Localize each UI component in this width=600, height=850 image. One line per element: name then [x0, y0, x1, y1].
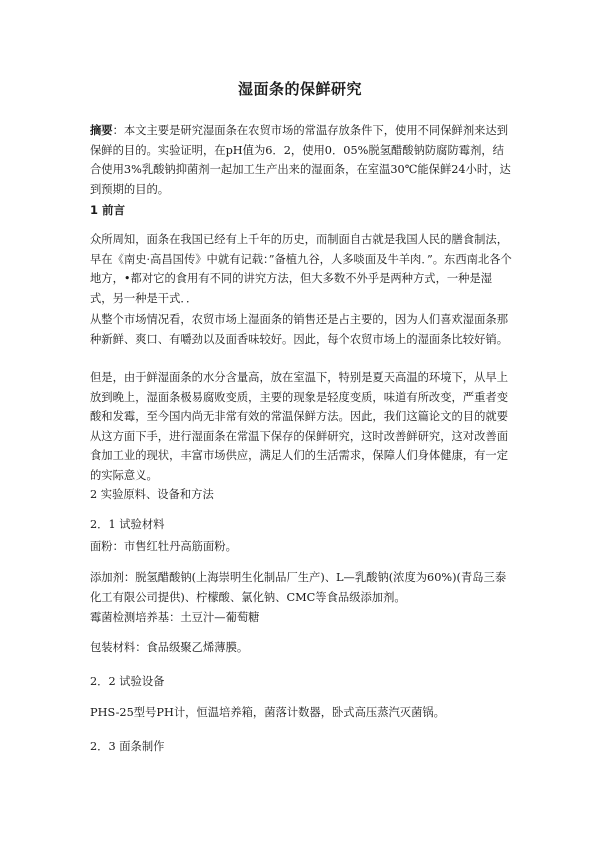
equipment-list: PHS-25型号PH计，恒温培养箱，菌落计数器，卧式高压蒸汽灭菌锅。 — [90, 706, 445, 719]
abstract-paragraph — [90, 121, 512, 199]
abstract-text: ：本文主要是研究湿面条在农贸市场的常温存放条件下，使用不同保鲜剂来达到保鲜的目的。实验证明，在pH值为6．2，使用0．05%脱氢醋酸钠防腐防霉剂，结合使用3%乳酸钠抑菌剂一起加工生产出来的湿面条，在室温30℃能保鲜24小时，达到预期的目的。 — [90, 124, 511, 196]
materials-packaging: 包装材料：食品级聚乙烯薄膜。 — [90, 641, 249, 654]
section-2-3-heading: 2．3 面条制作 — [90, 740, 165, 753]
materials-culture-medium: 霉菌检测培养基：土豆汁—葡萄糖 — [90, 611, 260, 624]
materials-flour: 面粉：市售红牡丹高筋面粉。 — [90, 540, 237, 553]
intro-paragraph-1: 众所周知，面条在我国已经有上千年的历史，而制面自古就是我国人民的膳食制法，早在《南史·高昌国传》中就有记载：”备植九谷，人多啖面及牛羊肉．”。东西南北各个地方，•都对它的食用有不同的讲究方法，但大多数不外乎是两种方式，一种是湿式，另一种是干式．． — [90, 233, 512, 305]
section-2-1-heading: 2．1 试验材料 — [90, 518, 165, 531]
materials-additives: 添加剂：脱氢醋酸钠(上海崇明生化制品厂生产)、L—乳酸钠(浓度为60%)(青岛三泰化工有限公司提供)、柠檬酸、氯化钠、CMC等食品级添加剂。 — [90, 571, 507, 604]
intro-paragraph-2: 从整个市场情况看，农贸市场上湿面条的销售还是占主要的，因为人们喜欢湿面条那种新鲜、爽口、有嚼劲以及面香味较好。因此，每个农贸市场上的湿面条比较好销。 — [90, 313, 508, 346]
section-2-heading: 2 实验原料、设备和方法 — [90, 488, 214, 501]
paper-title: 湿面条的保鲜研究 — [237, 80, 362, 98]
section-2-2-heading: 2．2 试验设备 — [90, 675, 165, 688]
section-1-heading: 1 前言 — [90, 203, 126, 217]
abstract-label: 摘要 — [90, 123, 113, 137]
intro-paragraph-3: 但是，由于鲜湿面条的水分含量高，放在室温下，特别是夏天高温的环境下，从早上放到晚上，湿面条极易腐败变质，主要的现象是轻度变质，味道有所改变，严重者变酸和发霉，至今国内尚无非常有效的常温保鲜方法。因此，我们这篇论文的目的就要从这方面下手，进行湿面条在常温下保存的保鲜研究，这时改善鲜研究，这对改善面食加工业的现状，丰富市场供应，满足人们的生活需求，保障人们身体健康，有一定的实际意义。 — [90, 371, 508, 482]
